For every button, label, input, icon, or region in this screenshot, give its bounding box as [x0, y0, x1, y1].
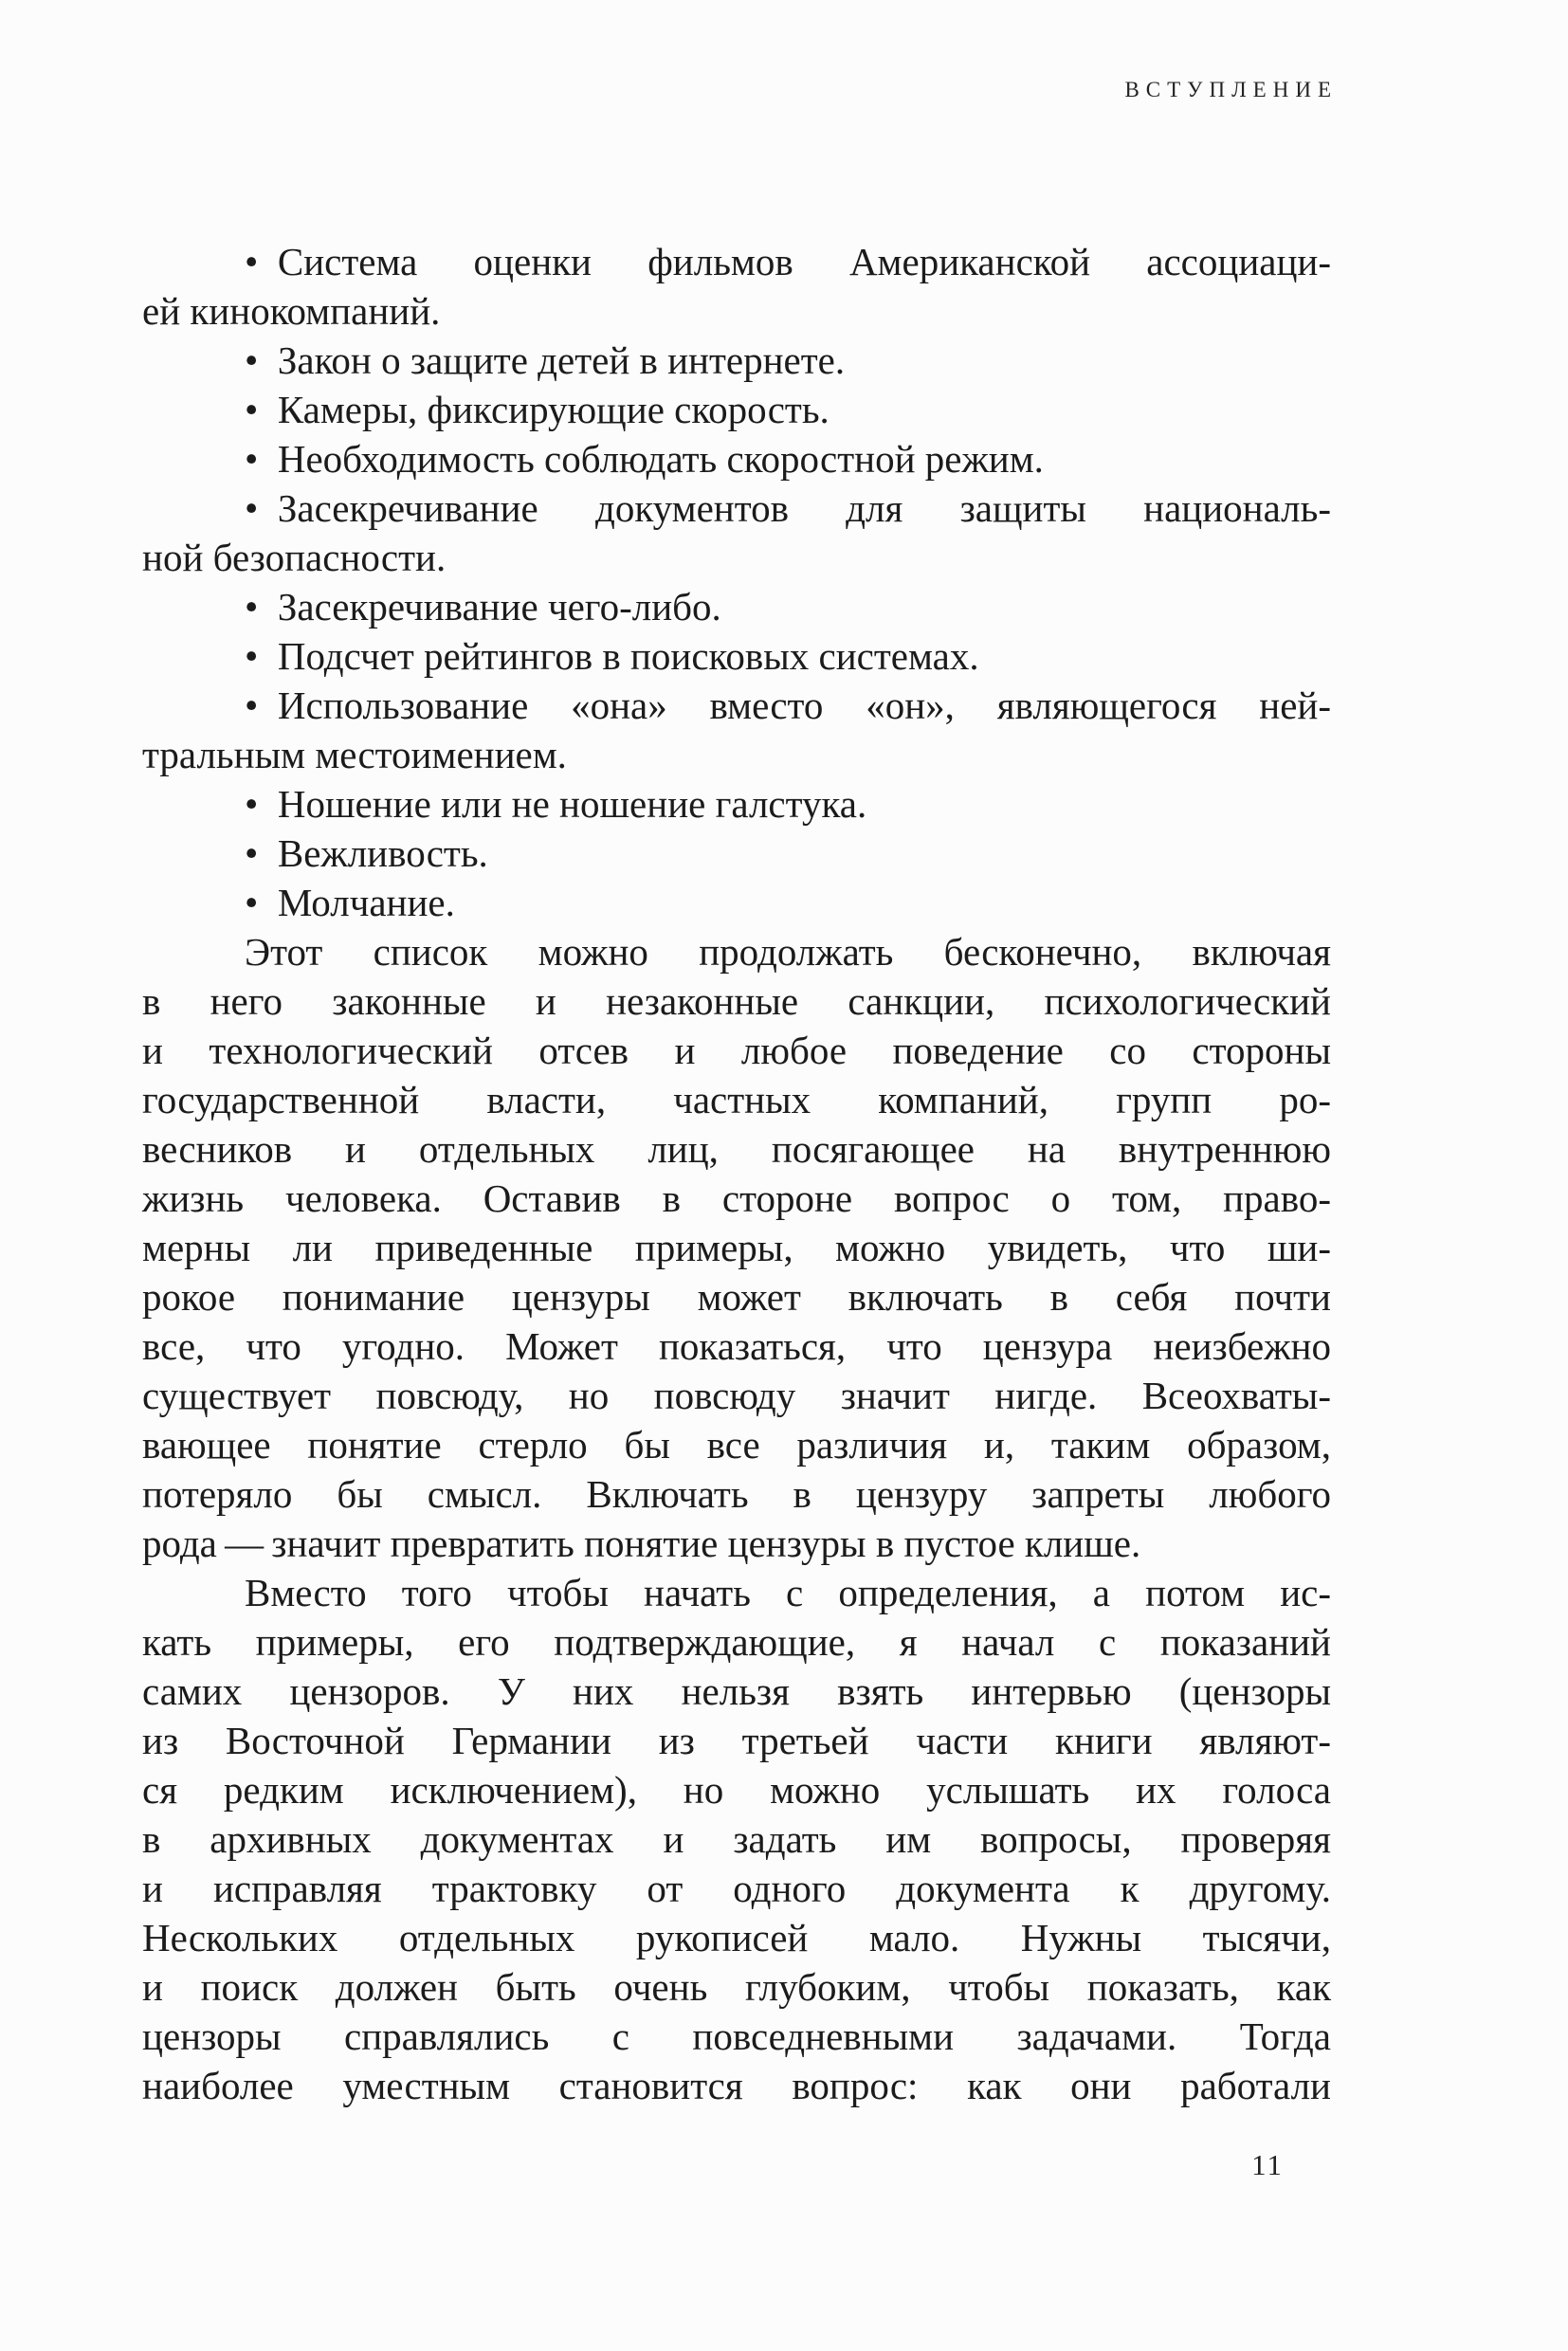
text-line: кать примеры, его подтверждающие, я начал с показаний [142, 1620, 1331, 1664]
text-line: ной безопасности. [142, 536, 447, 579]
text-line: тральным местоимением. [142, 733, 567, 776]
text-line: в него законные и незаконные санкции, психологический [142, 979, 1331, 1023]
page-number: 11 [1251, 2148, 1284, 2181]
text-line: • Вежливость. [245, 831, 488, 875]
text-line: ся редким исключением), но можно услышать их голоса [142, 1768, 1331, 1812]
text-line: и исправляя трактовку от одного документа к другому. [142, 1867, 1331, 1910]
text-line: и технологический отсев и любое поведение со стороны [142, 1029, 1331, 1072]
text-line: в архивных документах и задать им вопросы, проверяя [142, 1817, 1331, 1861]
text-line: • Засекречивание чего-либо. [245, 585, 721, 629]
text-line: существует повсюду, но повсюду значит нигде. Всеохваты- [142, 1374, 1331, 1417]
text-line: мерны ли приведенные примеры, можно увидеть, что ши- [142, 1226, 1331, 1269]
text-line: Этот список можно продолжать бесконечно, включая [245, 930, 1331, 974]
text-line: вающее понятие стерло бы все различия и, таким образом, [142, 1423, 1331, 1467]
text-line: • Необходимость соблюдать скоростной режим. [245, 437, 1044, 481]
text-line: самих цензоров. У них нельзя взять интервью (цензоры [142, 1669, 1331, 1713]
text-line: рода — значит превратить понятие цензуры в пустое клише. [142, 1522, 1141, 1565]
text-line: потеряло бы смысл. Включать в цензуру запреты любого [142, 1472, 1331, 1516]
text-line: весников и отдельных лиц, посягающее на внутреннюю [142, 1127, 1331, 1171]
text-line: • Система оценки фильмов Американской ассоциаци- [245, 240, 1331, 283]
text-line: • Засекречивание документов для защиты националь- [245, 486, 1331, 530]
text-line: • Использование «она» вместо «он», являющегося ней- [245, 683, 1331, 727]
body-text-block [142, 237, 1331, 2110]
text-line: Нескольких отдельных рукописей мало. Нужны тысячи, [142, 1916, 1331, 1959]
text-line: ей кинокомпаний. [142, 289, 441, 333]
text-line: • Молчание. [245, 881, 455, 924]
text-line: • Ношение или не ношение галстука. [245, 782, 867, 826]
text-line: из Восточной Германии из третьей части книги являют- [142, 1719, 1331, 1762]
text-line: • Подсчет рейтингов в поисковых системах. [245, 634, 979, 678]
text-line: наиболее уместным становится вопрос: как они работали [142, 2064, 1331, 2107]
text-line: и поиск должен быть очень глубоким, чтобы показать, как [142, 1965, 1331, 2009]
text-line: • Закон о защите детей в интернете. [245, 338, 846, 382]
text-line: рокое понимание цензуры может включать в себя почти [142, 1275, 1331, 1319]
running-head-text: ВСТУПЛЕНИЕ [1124, 78, 1338, 101]
text-line: цензоры справлялись с повседневными задачами. Тогда [142, 2014, 1331, 2058]
text-line: Вместо того чтобы начать с определения, а потом ис- [245, 1571, 1331, 1614]
text-line: жизнь человека. Оставив в стороне вопрос о том, право- [142, 1176, 1331, 1220]
text-line: все, что угодно. Может показаться, что цензура неизбежно [142, 1324, 1331, 1368]
running-head [142, 78, 1338, 102]
text-line: • Камеры, фиксирующие скорость. [245, 388, 830, 431]
text-line: государственной власти, частных компаний, групп ро- [142, 1078, 1331, 1121]
